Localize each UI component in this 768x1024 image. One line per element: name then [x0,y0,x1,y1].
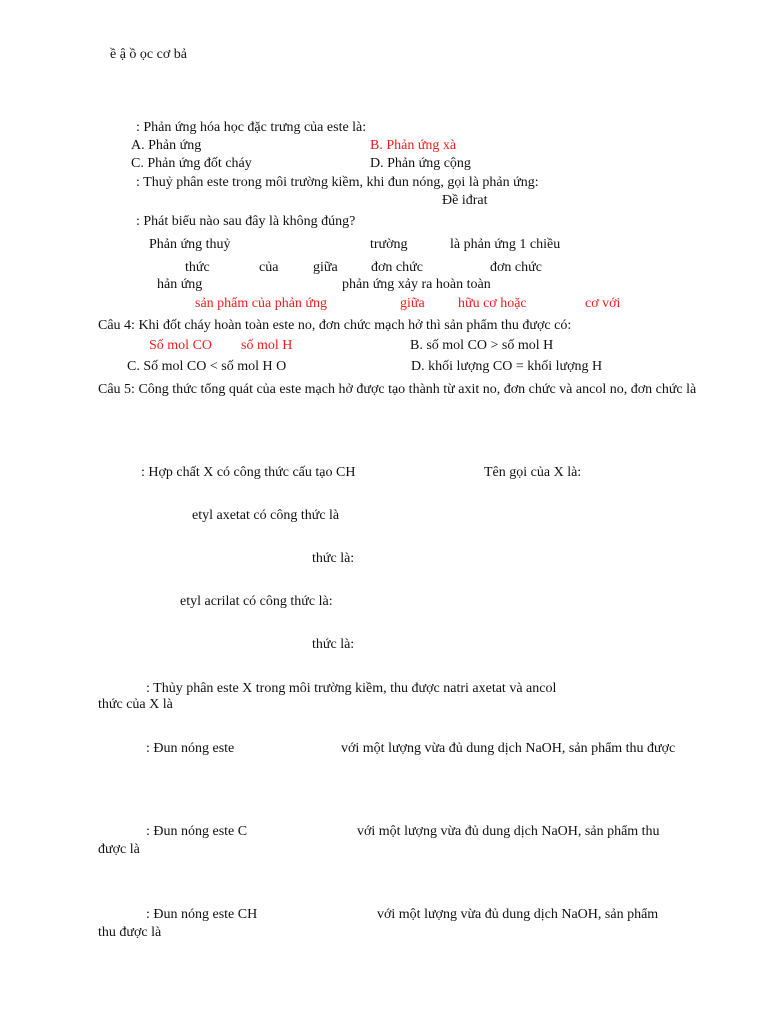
question-3-line-4-a-answer: sản phẩm của phản ứng [195,296,327,311]
question-6-tail: Tên gọi của X là: [484,465,582,480]
question-14-part-a: : Đun nóng este CH [146,907,258,922]
question-4-option-b: B. số mol CO > số mol H [410,338,554,353]
question-4-option-a-part-1-answer: Số mol CO [149,338,213,353]
question-14-part-b: với một lượng vừa đủ dung dịch NaOH, sản phẩm [377,907,659,922]
question-9-stem: etyl acrilat có công thức là: [180,594,333,609]
document-title: ề ậ ồ ọc cơ bả [110,47,187,62]
question-3-line-4-d-answer: cơ với [585,296,621,311]
question-7-stem: etyl axetat có công thức là [192,508,340,523]
question-3-line-2-a: thức [185,260,210,275]
question-4-option-c: C. Số mol CO < số mol H O [127,359,287,374]
question-4-option-a-part-2-answer: số mol H [241,338,293,353]
question-3-line-2-d: đơn chức [371,260,423,275]
question-3-line-1-c: là phản ứng 1 chiều [450,237,561,252]
question-3-line-2-b: của [259,260,279,275]
question-1-option-a: A. Phản ứng [131,138,202,153]
question-3-line-1-b: trường [370,237,408,252]
question-10-stem: thức là: [312,637,355,652]
question-13-part-b: với một lượng vừa đủ dung dịch NaOH, sản phẩm thu [357,824,660,839]
question-1-option-c: C. Phản ứng đốt cháy [131,156,252,171]
question-2-stem: : Thuỷ phân este trong môi trường kiềm, khi đun nóng, gọi là phản ứng: [136,175,539,190]
question-1-stem: : Phản ứng hóa học đặc trưng của este là: [136,120,367,135]
question-5-stem: Câu 5: Công thức tổng quát của este mạch hở được tạo thành từ axit no, đơn chức và ancol no, đơn chức là [98,382,697,397]
question-3-line-4-b-answer: giữa [400,296,425,311]
question-3-line-4-c-answer: hữu cơ hoặc [458,296,527,311]
question-11-line-1: : Thủy phân este X trong môi trường kiềm, thu được natri axetat và ancol [146,681,557,696]
question-2-option-d: Đề iđrat [442,193,488,208]
question-12-part-b: với một lượng vừa đủ dung dịch NaOH, sản phẩm thu được [341,741,676,756]
question-1-option-b-answer: B. Phản ứng xà [370,138,457,153]
question-3-line-1-a: Phản ứng thuỷ [149,237,231,252]
question-3-stem: : Phát biểu nào sau đây là không đúng? [136,214,356,229]
question-4-stem: Câu 4: Khi đốt cháy hoàn toàn este no, đơn chức mạch hở thì sản phẩm thu được có: [98,318,572,333]
question-3-line-2-c: giữa [313,260,338,275]
question-11-line-2: thức của X là [98,697,173,712]
question-6-stem: : Hợp chất X có công thức cấu tạo CH [141,465,356,480]
question-14-line-2: thu được là [98,925,162,940]
question-12-part-a: : Đun nóng este [146,741,235,756]
question-4-option-d: D. khối lượng CO = khối lượng H [411,359,603,374]
question-13-part-a: : Đun nóng este C [146,824,248,839]
question-1-option-d: D. Phản ứng cộng [370,156,471,171]
question-3-line-3-b: phản ứng xảy ra hoàn toàn [342,277,491,292]
question-3-line-2-e: đơn chức [490,260,542,275]
question-13-line-2: được là [98,842,140,857]
question-3-line-3-a: hản ứng [157,277,203,292]
question-8-stem: thức là: [312,551,355,566]
